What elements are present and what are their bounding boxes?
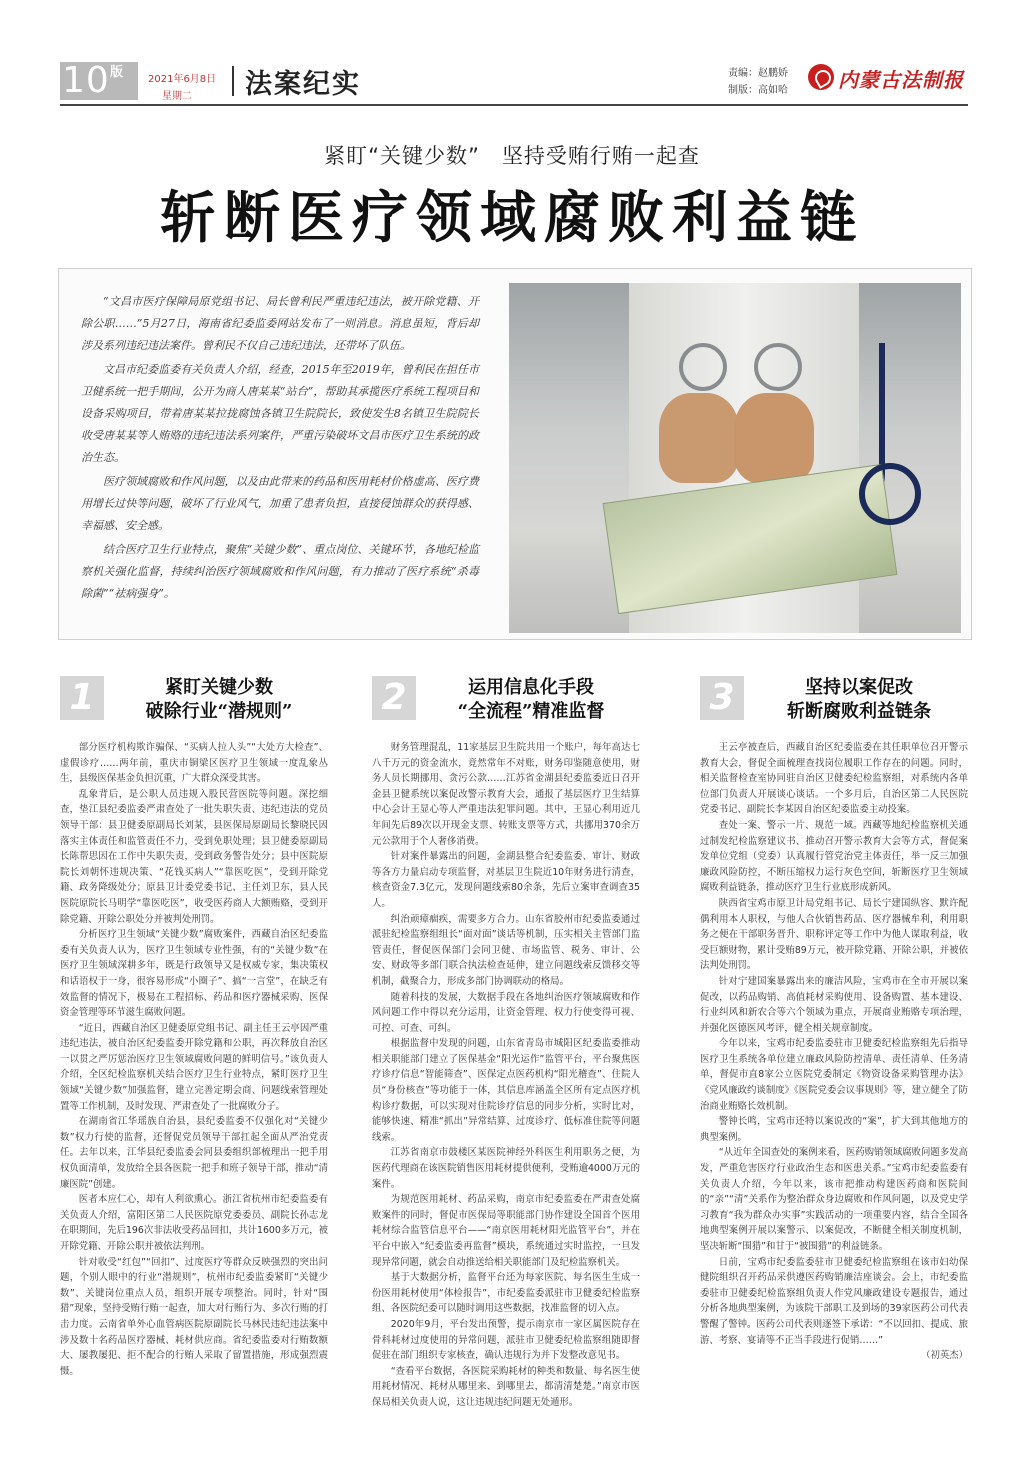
column-title-line: 运用信息化手段	[468, 677, 594, 698]
page-number: 10	[62, 60, 110, 101]
column-title-line: 紧盯关键少数	[165, 677, 273, 698]
body-paragraph: 根据监督中发现的问题，山东省青岛市城阳区纪委监委推动相关职能部门建立了医保基金“阳光运作”监管平台，平台聚焦医疗诊疗信息“智能筛查”、医保定点医药机构“阳光稽查”、住院人员“身份核查”等功能于一体，其信息库涵盖全区所有定点医疗机构诊疗数据，可以实现对住院诊疗信息的同步分析，实时比对，能够快速、精准“抓出”异常结算、过度诊疗、低标准住院等问题线索。	[372, 1038, 640, 1143]
body-paragraph: 分析医疗卫生领域“关键少数”腐败案件，西藏自治区纪委监委有关负责人认为，医疗卫生领域专业性强，有的“关键少数”在医疗卫生领域深耕多年，既是行政领导又是权威专家，集决策权和话语权于一身，很容易形成“小圈子”、搞“一言堂”，在缺乏有效监督的情况下，极易在工程招标、药品和医疗器械采购、医保资金管理等环节滋生腐败问题。	[60, 929, 328, 1019]
page-label: 版	[110, 65, 124, 80]
stethoscope-icon	[859, 463, 921, 525]
body-paragraph: 随着科技的发展，大数据手段在各地纠治医疗领域腐败和作风问题工作中得以充分运用，让资金管理、权力行使变得可视、可控、可查、可纠。	[372, 991, 640, 1034]
body-paragraph: 基于大数据分析，监督平台还为每家医院、每名医生生成一份医用耗材使用“体检报告”，市纪委监委派驻市卫健委纪检监察组、各医院纪委可以随时调用这些数据，找准监督的切入点。	[372, 1272, 640, 1315]
article-subtitle: 紧盯“关键少数” 坚持受贿行贿一起查	[324, 144, 700, 168]
section-number: 1	[60, 676, 104, 720]
body-paragraph: 为规范医用耗材、药品采购，南京市纪委监委在严肃查处腐败案件的同时，督促市医保局等职能部门协作建设全国首个医用耗材综合监管信息平台——“南京医用耗材阳光监管平台”，并在平台中嵌入“纪委监委再监督”模块，系统通过实时监控，一旦发现异常问题，就会自动推送给相关职能部门及纪检监察机关。	[372, 1194, 640, 1268]
handcuff-icon	[754, 343, 802, 391]
right-hand	[734, 393, 814, 483]
body-paragraph: 财务管理混乱，11家基层卫生院共用一个账户，每年高达七八千万元的资金流水，竟然常年不对账，财务印鉴随意使用，财务人员长期挪用、贪污公款……江苏省金湖县纪委监委近日召开金县卫健系统以案促改警示教育大会，通报了基层医疗卫生结算中心会计王显心等人严重违法犯罪问题。其中，王显心利用近几年间先后89次以开现金支票、转账支票等方式，共挪用370余万元公款用于个人奢侈消费。	[372, 742, 640, 847]
body-paragraph: “从近年全国查处的案例来看，医药购销领域腐败问题多发高发，严重危害医疗行业政治生态和医患关系。”宝鸡市纪委监委有关负责人介绍，今年以来，该市把推动构建医药商和医院间的“亲”“清”关系作为整治群众身边腐败和作风问题，以及党史学习教育“我为群众办实事”实践活动的一项重要内容，结合全国各地典型案例开展以案警示、以案促改，不断健全相关制度机制，坚决斩断“围猎”和甘于“被围猎”的利益链条。	[700, 1147, 968, 1252]
body-paragraph: 针对收受“红包”“回扣”、过度医疗等群众反映强烈的突出问题，个别人眼中的行业“潜规则”，杭州市纪委监委紧盯“关键少数”、关键岗位重点人员，组织开展专项整治。同时，针对“围猎”现象，坚持受贿行贿一起查，加大对行贿行为、多次行贿的打击力度。云南省单外心血管病医院原副院长马林民违纪违法案中涉及数十名药品医疗器械、耗材供应商。省纪委监委对行贿数额大、屡教屡犯、拒不配合的行贿人采取了留置措施，形成强烈震慑。	[60, 1256, 328, 1377]
header-rule	[60, 104, 968, 106]
issue-weekday: 星期二	[162, 91, 192, 102]
newspaper-logo	[808, 62, 968, 94]
editor-credit: 责编：赵鹏娇	[728, 68, 788, 79]
body-paragraph: 王云亭被查后，西藏自治区纪委监委在其任职单位召开警示教育大会，督促全面梳理查找岗位履职工作存在的问题。同时，相关监督检查室协同驻自治区卫健委纪检监察组，对系统内各单位部门负责人开展谈心谈话。一个多月后，自治区第二人民医院党委书记、副院长李某因自治区纪委监委主动投案。	[700, 742, 968, 816]
body-paragraph: 针对宁建国案暴露出来的廉洁风险，宝鸡市在全市开展以案促改，以药品购销、高值耗材采购使用、设备购置、基本建设、行业纠风和新农合等六个领域为重点，开展商业贿赂专项治理，并强化医德医风考评，健全相关规章制度。	[700, 975, 968, 1034]
column-body	[700, 740, 968, 1364]
page-number-block	[60, 62, 138, 100]
lead-paragraph: 医疗领域腐败和作风问题，以及由此带来的药品和医用耗材价格虚高、医疗费用增长过快等问题，破坏了行业风气，加重了患者负担，直接侵蚀群众的获得感、幸福感、安全感。	[81, 475, 479, 532]
article-title: 斩断医疗领域腐败利益链	[160, 185, 864, 251]
column-title	[110, 676, 328, 724]
section-number: 2	[372, 676, 416, 720]
logo-icon	[808, 64, 834, 90]
lead-text	[81, 291, 479, 607]
column-title-line: “全流程”精准监督	[457, 701, 605, 722]
newspaper-name: 内蒙古法制报	[838, 68, 964, 92]
lead-paragraph: “文昌市医疗保障局原党组书记、局长曾利民严重违纪违法，被开除党籍、开除公职……”5月27日，海南省纪委监委网站发布了一则消息。消息虽短，背后却涉及系列违纪违法案件。曾利民不仅自己违纪违法，还带坏了队伍。	[81, 295, 479, 352]
column-title-line: 斩断腐败利益链条	[787, 701, 931, 722]
body-paragraph: 查处一案、警示一片、规范一域。西藏等地纪检监察机关通过制发纪检监察建议书、推动召开警示教育大会等方式，督促案发单位党组（党委）认真履行管党治党主体责任，举一反三加强廉政风险防控，不断压缩权力运行灰色空间，斩断医疗卫生领域腐败利益链条，推动医疗卫生行业底形成新风。	[700, 819, 968, 894]
body-paragraph: 在湖南省江华瑶族自治县，县纪委监委不仅强化对“关键少数”权力行使的监督，还督促党员领导干部扛起全面从严治党责任。去年以来，江华县纪委监委会同县委组织部梳理出一把手用权负面清单，发放给全县各医院一把手和班子领导干部，推动“清廉医院”创建。	[60, 1116, 328, 1190]
body-paragraph: “近日，西藏自治区卫健委原党组书记、副主任王云亭因严重违纪违法，被自治区纪委监委开除党籍和公职，再次释放自治区一以贯之严厉惩治医疗卫生领域腐败问题的鲜明信号。”该负责人介绍，全区纪检监察机关结合医疗卫生行业特点，紧盯医疗卫生领域“关键少数”加强监督，建立完善定期会商、问题线索管理处置等工作机制，及时发现、严肃查处了一批腐败分子。	[60, 1022, 328, 1112]
body-paragraph: 陕西省宝鸡市原卫计局党组书记、局长宁建国纵容、默许配偶利用本人职权，与他人合伙销售药品、医疗器械牟利，利用职务之便在干部职务晋升、职称评定等工作中为他人谋取利益，收受巨额财物，累计受贿89万元，被开除党籍、开除公职，并被依法判处刑罚。	[700, 897, 968, 972]
lead-paragraph: 文昌市纪委监委有关负责人介绍，经查，2015年至2019年，曾利民在担任市卫健系统一把手期间，公开为商人唐某某“站台”，帮助其承揽医疗系统工程项目和设备采购项目，带着唐某某拉拢腐蚀各镇卫生院院长，致使发生8名镇卫生院院长收受唐某某等人贿赂的违纪违法系列案件，严重污染破坏文昌市医疗卫生系统的政治生态。	[81, 363, 479, 464]
body-paragraph: 2020年9月，平台发出预警，提示南京市一家区属医院存在骨科耗材过度使用的异常问题，派驻市卫健委纪检监察组随即督促驻在部门组织专家核查，确认违规行为并下发整改意见书。	[372, 1318, 640, 1362]
column-body	[60, 740, 328, 1379]
lead-box	[58, 268, 972, 640]
lead-paragraph: 结合医疗卫生行业特点，聚焦“关键少数”、重点岗位、关键环节，各地纪检监察机关强化监督，持续纠治医疗领域腐败和作风问题，有力推动了医疗系统“杀毒除菌”“祛病强身”。	[81, 543, 479, 600]
handcuff-icon	[679, 343, 727, 391]
handcuffed-hands-photo	[509, 283, 961, 633]
column-title-line: 坚持以案促改	[805, 677, 913, 698]
header-divider	[232, 66, 234, 96]
column-title	[750, 676, 968, 724]
byline: （初英杰）	[921, 1350, 968, 1362]
body-paragraph: 今年以来，宝鸡市纪委监委驻市卫健委纪检监察组先后指导医疗卫生系统各单位建立廉政风险防控清单、责任清单、任务清单，督促市直8家公立医院党委制定《物资设备采购管理办法》《党风廉政约谈制度》《医院党委会议事规则》等，建立健全了防治商业贿赂长效机制。	[700, 1038, 968, 1112]
column-title	[422, 676, 640, 724]
left-hand	[659, 393, 739, 483]
body-paragraph: 针对案件暴露出的问题，金湖县整合纪委监委、审计、财政等各方力量启动专项监督，对基层卫生院近10年财务进行清查，核查资金7.3亿元，发现问题线索80余条，先后立案审查调查35人。	[372, 851, 640, 909]
issue-date: 2021年6月8日	[148, 74, 217, 85]
body-paragraph: “查看平台数据，各医院采购耗材的种类和数量、每名医生使用耗材情况、耗材从哪里来、到哪里去，都清清楚楚。”南京市医保局相关负责人说，这让违规违纪问题无处遁形。	[372, 1365, 640, 1408]
body-paragraph: 纠治顽瘴痼疾，需要多方合力。山东省胶州市纪委监委通过派驻纪检监察组组长“面对面”谈话等机制，压实相关主管部门监管责任，督促医保部门会同卫健、市场监管、税务、审计、公安、财政等多部门联合执法检查延伸，建立问题线索反馈移交等机制，截聚合力，形成多部门协调联动的格局。	[372, 913, 640, 987]
body-paragraph: 乱象背后，是公职人员违规入股民营医院等问题。深挖细查，垫江县纪委监委严肃查处了一批失职失责、违纪违法的党员领导干部：县卫健委原副局长刘某，县医保局原副局长黎晓民因落实主体责任和监管责任不力，受到免职处理；县卫健委原副局长陈帮思因在工作中失职失责，受到政务警告处分；县中医院原院长刘朝怀违规决策、“花钱买病人”“靠医吃医”，受到开除党籍、政务降级处分；原县卫计委党委书记、主任刘卫东，县人民医院原院长马明学“靠医吃医”，收受医药商人大额贿赂，受到开除党籍、开除公职处分并被判处刑罚。	[60, 788, 328, 925]
section-title: 法案纪实	[245, 69, 361, 100]
section-number: 3	[700, 676, 744, 720]
body-paragraph: 部分医疗机构欺诈骗保、“买病人拉人头”“大处方大检查”、虚假诊疗……两年前，重庆市铜梁区医疗卫生领域一度乱象丛生，县级医保基金负担沉重，广大群众深受其害。	[60, 742, 328, 785]
body-paragraph: 江苏省南京市鼓楼区某医院神经外科医生利用职务之便，为医药代理商在该医院销售医用耗材提供便利，受贿逾4000万元的案件。	[372, 1147, 640, 1190]
column-body	[372, 740, 640, 1411]
column-title-line: 破除行业“潜规则”	[145, 701, 293, 722]
producer-credit: 制版：高如哈	[728, 85, 788, 96]
body-paragraph: 医者本应仁心，却有人利欲熏心。浙江省杭州市纪委监委有关负责人介绍，富阳区第二人民医院原党委委员、副院长孙志龙在职期间，先后196次非法收受药品回扣，共计1600多万元，被开除党籍、开除公职并被依法判刑。	[60, 1194, 328, 1252]
body-paragraph: 日前，宝鸡市纪委监委驻市卫健委纪检监察组在该市妇幼保健院组织召开药品采供遵医药购销廉洁座谈会。会上，市纪委监委驻市卫健委纪检监察组负责人作党风廉政建设专题报告，通过分析各地典型案例，为该院干部职工及到场的39家医药公司代表警醒了警钟。医药公司代表则逐签下承诺：“不以回扣、提成、旅游、考察、宴请等不正当手段进行促销……”	[700, 1256, 968, 1346]
body-paragraph: 警钟长鸣，宝鸡市还特以案说改的“案”，扩大到其他地方的典型案例。	[700, 1116, 968, 1143]
